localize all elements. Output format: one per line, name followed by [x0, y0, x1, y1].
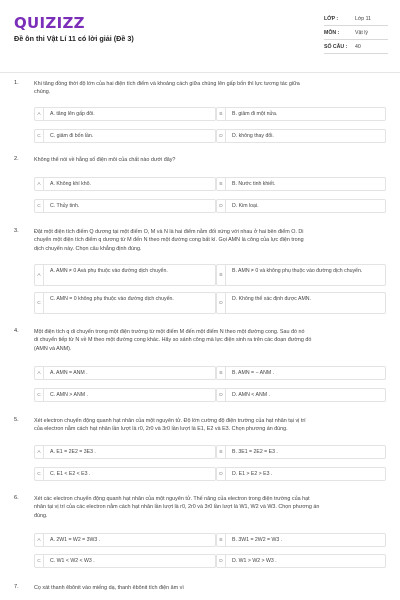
option-letter: C: [35, 555, 44, 567]
option-text: C. giảm đi bốn lần.: [50, 132, 94, 139]
header-divider: [0, 72, 400, 73]
question-number: 6.: [14, 495, 19, 501]
option-text: D. AMN < ANM .: [232, 391, 270, 398]
option-text: B. Nước tinh khiết.: [232, 180, 276, 187]
meta-row-subject: [324, 26, 388, 40]
option-a[interactable]: [34, 533, 216, 547]
option-b[interactable]: [216, 107, 386, 121]
option-letter: B: [217, 446, 226, 458]
option-text: D. W1 > W2 > W3 .: [232, 557, 277, 564]
document-title: Đề ôn thi Vật Lí 11 có lời giải (Đề 3): [14, 34, 134, 43]
option-letter: C: [35, 200, 44, 212]
question-number: 1.: [14, 80, 19, 86]
option-text: C. AMN > ANM .: [50, 391, 88, 398]
option-b[interactable]: [216, 177, 386, 191]
option-text: B. giảm đi một nửa.: [232, 110, 278, 117]
question-text: [34, 228, 386, 253]
question-line: của electron nằm cách hạt nhân lần lượt là r0, 2r0 và 3r0 lần lượt là E1, E2 và E3. Chọn phương án đúng.: [34, 426, 288, 433]
quizizz-logo: QUIZIZZ: [14, 14, 85, 32]
option-d[interactable]: [216, 292, 386, 314]
meta-table: [324, 12, 388, 54]
option-c[interactable]: [34, 467, 216, 481]
option-text: C. AMN = 0 không phụ thuộc vào đường dịch chuyển.: [50, 296, 174, 302]
question-line: Xét các electron chuyển động quanh hạt nhân của một nguyên tử. Thế năng của electron trong điện trường của hạt: [34, 496, 310, 502]
option-letter: A: [35, 108, 44, 120]
question-line: chúng.: [34, 89, 51, 96]
option-b[interactable]: [216, 264, 386, 286]
question-text: [34, 80, 386, 97]
option-letter: B: [217, 108, 226, 120]
question-line: (AMN và ANM).: [34, 345, 72, 352]
option-text: C. Thủy tinh.: [50, 202, 80, 209]
option-letter: B: [217, 534, 226, 546]
option-a[interactable]: [34, 366, 216, 380]
question-number: 3.: [14, 228, 19, 234]
option-letter: D: [217, 293, 226, 313]
option-letter: C: [35, 389, 44, 401]
option-b[interactable]: [216, 533, 386, 547]
question-line: Một điện tích q di chuyển trong một điện trường từ một điểm M đến một điểm N theo một đường cong. Sau đó nó: [34, 329, 305, 335]
option-d[interactable]: [216, 467, 386, 481]
question-line: dịch chuyển này. Chọn câu khẳng định đúng.: [34, 245, 142, 252]
question-line: Cọ xát thanh êbônit vào miếng dạ, thanh êbônit tích điện âm vì: [34, 585, 184, 591]
option-letter: D: [217, 200, 226, 212]
option-text: A. E1 = 2E2 = 3E3 .: [50, 448, 96, 455]
question-line: Xét electron chuyển động quanh hạt nhân của một nguyên tử. Độ lớn cường độ điện trường của hạt nhân tại vị trí: [34, 418, 306, 424]
question-text: [34, 328, 386, 353]
option-letter: A: [35, 367, 44, 379]
option-letter: D: [217, 130, 226, 142]
option-letter: A: [35, 446, 44, 458]
option-text: B. 3E1 = 2E2 = E3 .: [232, 448, 278, 455]
option-text: D. không thay đổi.: [232, 132, 274, 139]
option-letter: A: [35, 265, 44, 285]
option-a[interactable]: [34, 177, 216, 191]
option-text: C. W1 < W2 < W3 .: [50, 557, 95, 564]
question-line: đúng.: [34, 512, 48, 519]
meta-value: Vật lý: [355, 29, 368, 36]
option-letter: B: [217, 265, 226, 285]
option-text: A. AMN ≠ 0 Avà phụ thuộc vào đường dịch chuyển.: [50, 268, 168, 274]
option-letter: B: [217, 367, 226, 379]
option-text: B. 3W1 = 2W2 = W3 .: [232, 536, 283, 543]
option-d[interactable]: [216, 388, 386, 402]
meta-row-grade: [324, 12, 388, 26]
document-header: [0, 0, 400, 62]
question-number: 7.: [14, 584, 19, 590]
option-letter: D: [217, 389, 226, 401]
option-text: A. 2W1 = W2 = 3W3 .: [50, 536, 101, 543]
question-line: Khi tăng đồng thời độ lớn của hai điện tích điểm và khoảng cách giữa chúng lên gấp bốn thì lực tương tác giữa: [34, 81, 300, 87]
option-text: A. AMN = ANM .: [50, 369, 88, 376]
meta-value: 40: [355, 43, 361, 50]
option-text: B. AMN = − ANM .: [232, 369, 275, 376]
option-text: A. Không khí khô.: [50, 180, 91, 187]
question-text: [34, 584, 386, 592]
question-text: [34, 417, 386, 434]
option-letter: C: [35, 293, 44, 313]
option-letter: A: [35, 534, 44, 546]
question-line: chuyển một điện tích điểm q dương từ M đến N theo một đường cong bất kì. Gọi AMN là công của lực điện trong: [34, 237, 304, 244]
option-d[interactable]: [216, 129, 386, 143]
question-line: nhân tại vị trí của các electron nằm cách hạt nhân lần lượt là r0, 2r0 và 3r0 lần lượt là W1, W2 và W3. Chọn phương án: [34, 504, 320, 511]
option-letter: D: [217, 468, 226, 480]
option-letter: D: [217, 555, 226, 567]
option-d[interactable]: [216, 554, 386, 568]
question-line: di chuyển tiếp từ N về M theo một đường cong khác. Hãy so sánh công mà lực điện sinh ra trên các đoạn đường đó: [34, 337, 312, 344]
option-letter: B: [217, 178, 226, 190]
option-b[interactable]: [216, 366, 386, 380]
question-line: Đặt một điện tích điểm Q dương tại một điểm O, M và N là hai điểm nằm đối xứng với nhau ở hai bên điểm O. Di: [34, 229, 304, 235]
option-text: B. AMN ≠ 0 và không phụ thuộc vào đường dịch chuyển.: [232, 268, 363, 274]
question-text: [34, 156, 386, 164]
option-c[interactable]: [34, 388, 216, 402]
meta-row-count: [324, 40, 388, 54]
option-text: A. tăng lên gấp đôi.: [50, 110, 95, 117]
question-number: 5.: [14, 417, 19, 423]
meta-label: SỐ CÂU :: [324, 43, 348, 50]
option-a[interactable]: [34, 264, 216, 286]
option-c[interactable]: [34, 129, 216, 143]
question-number: 4.: [14, 328, 19, 334]
option-text: C. E1 < E2 < E3 .: [50, 470, 91, 477]
option-letter: A: [35, 178, 44, 190]
meta-label: LỚP :: [324, 15, 339, 22]
option-b[interactable]: [216, 445, 386, 459]
option-a[interactable]: [34, 107, 216, 121]
option-c[interactable]: [34, 554, 216, 568]
meta-value: Lớp 11: [355, 15, 371, 22]
question-line: Không thể nói về hằng số điện môi của chất nào dưới đây?: [34, 157, 176, 163]
question-text: [34, 495, 386, 520]
question-number: 2.: [14, 156, 19, 162]
option-a[interactable]: [34, 445, 216, 459]
option-letter: C: [35, 130, 44, 142]
option-letter: C: [35, 468, 44, 480]
option-c[interactable]: [34, 199, 216, 213]
option-d[interactable]: [216, 199, 386, 213]
meta-label: MÔN :: [324, 29, 340, 36]
option-text: D. E1 > E2 > E3 .: [232, 470, 273, 477]
option-c[interactable]: [34, 292, 216, 314]
option-text: D. Không thể xác định được AMN.: [232, 296, 311, 302]
option-text: D. Kim loại.: [232, 202, 259, 209]
